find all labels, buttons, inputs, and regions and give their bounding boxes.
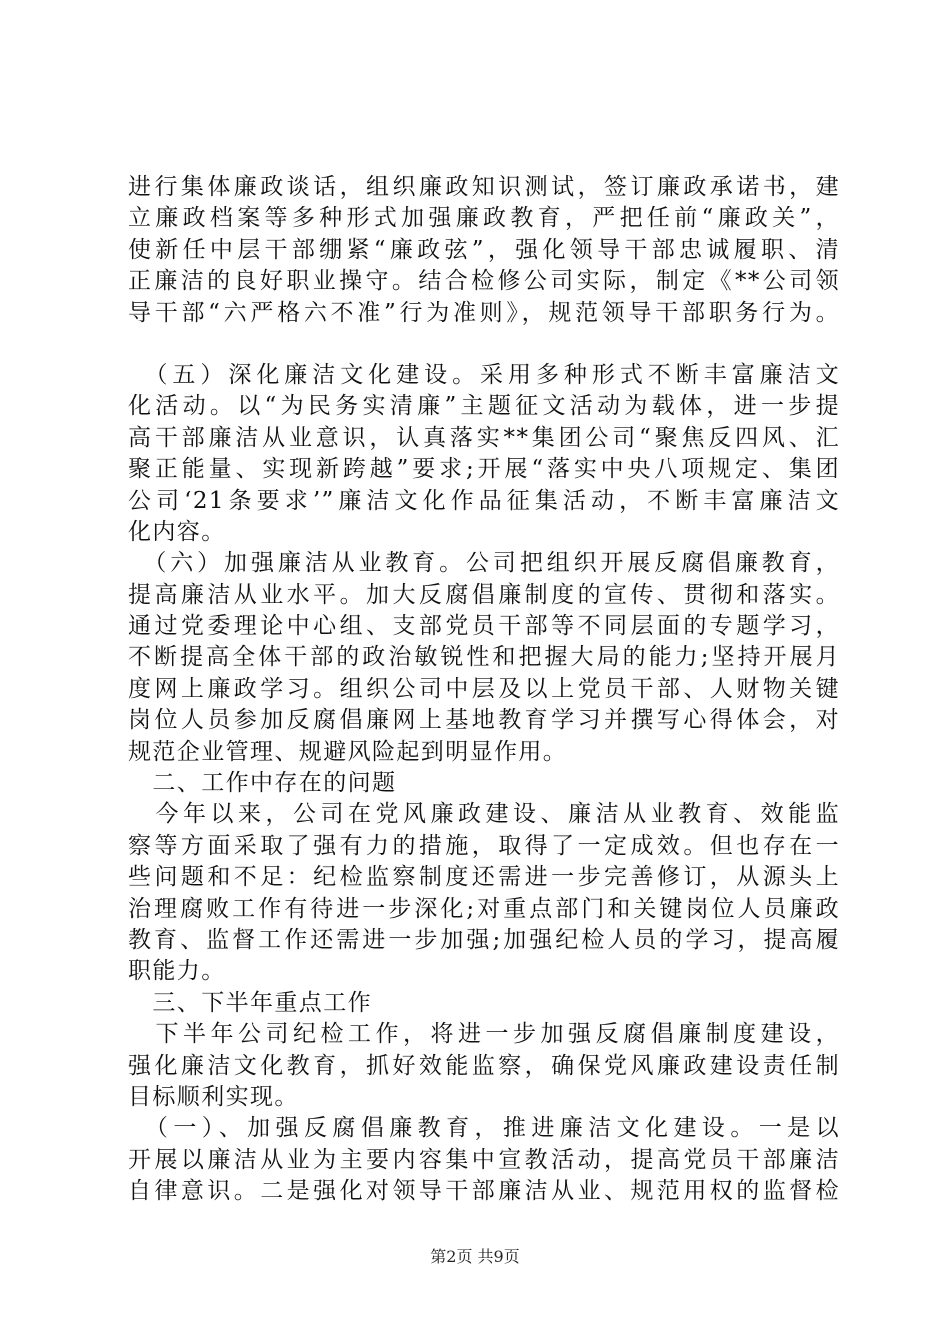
text-line: 进行集体廉政谈话，组织廉政知识测试，签订廉政承诺书，建 bbox=[128, 174, 840, 200]
text-line: 不断提高全体干部的政治敏锐性和把握大局的能力;坚持开展月 bbox=[128, 644, 840, 671]
paragraph-5 bbox=[128, 1019, 840, 1113]
text-line: 治理腐败工作有待进一步深化;对重点部门和关键岗位人员廉政 bbox=[128, 895, 840, 922]
section-heading-key-work bbox=[128, 988, 840, 1019]
text-line: 通过党委理论中心组、支部党员干部等不同层面的专题学习， bbox=[128, 613, 840, 640]
page-number-footer: 第2页 共9页 bbox=[430, 1247, 520, 1266]
text-line: 察等方面采取了强有力的措施，取得了一定成效。但也存在一 bbox=[128, 832, 840, 859]
text-line: 些问题和不足：纪检监察制度还需进一步完善修订，从源头上 bbox=[128, 864, 840, 891]
paragraph-6 bbox=[128, 1113, 840, 1207]
text-line: 聚正能量、实现新跨越”要求;开展“落实中央八项规定、集团 bbox=[128, 456, 840, 483]
section-heading-problems bbox=[128, 768, 840, 799]
text-line: 公司‘21条要求’”廉洁文化作品征集活动，不断丰富廉洁文 bbox=[128, 487, 840, 514]
text-line: （六）加强廉洁从业教育。公司把组织开展反腐倡廉教育， bbox=[128, 550, 840, 577]
heading-line: 三、下半年重点工作 bbox=[128, 989, 372, 1016]
text-line: （五）深化廉洁文化建设。采用多种形式不断丰富廉洁文 bbox=[128, 361, 840, 388]
paragraph-1 bbox=[128, 172, 840, 329]
text-line: 岗位人员参加反腐倡廉网上基地教育学习并撰写心得体会，对 bbox=[128, 707, 840, 734]
heading-line: 二、工作中存在的问题 bbox=[128, 770, 397, 797]
paragraph-4 bbox=[128, 799, 840, 987]
text-line: 职能力。 bbox=[128, 958, 226, 985]
text-line: 下半年公司纪检工作，将进一步加强反腐倡廉制度建设， bbox=[128, 1021, 840, 1048]
document-body bbox=[128, 172, 840, 1208]
paragraph-3 bbox=[128, 548, 840, 768]
text-line: 化内容。 bbox=[128, 518, 226, 545]
paragraph-gap bbox=[128, 329, 840, 360]
text-line: 今年以来，公司在党风廉政建设、廉洁从业教育、效能监 bbox=[128, 801, 840, 828]
text-line: 正廉洁的良好职业操守。结合检修公司实际，制定《**公司领 bbox=[128, 268, 840, 295]
text-line: 化活动。以“为民务实清廉”主题征文活动为载体，进一步提 bbox=[128, 393, 840, 420]
text-line: 提高廉洁从业水平。加大反腐倡廉制度的宣传、贯彻和落实。 bbox=[128, 581, 840, 608]
text-line: 目标顺利实现。 bbox=[128, 1083, 299, 1110]
text-line: 使新任中层干部绷紧“廉政弦”，强化领导干部忠诚履职、清 bbox=[128, 236, 840, 263]
text-line: （一）、加强反腐倡廉教育，推进廉洁文化建设。一是以 bbox=[128, 1115, 840, 1142]
text-line: 规范企业管理、规避风险起到明显作用。 bbox=[128, 738, 568, 765]
text-line: 强化廉洁文化教育，抓好效能监察，确保党风廉政建设责任制 bbox=[128, 1052, 840, 1079]
text-line: 自律意识。二是强化对领导干部廉洁从业、规范用权的监督检 bbox=[128, 1178, 840, 1205]
paragraph-2 bbox=[128, 360, 840, 548]
text-line: 高干部廉洁从业意识，认真落实**集团公司“聚焦反四风、汇 bbox=[128, 424, 840, 451]
text-line: 教育、监督工作还需进一步加强;加强纪检人员的学习，提高履 bbox=[128, 926, 840, 953]
text-line: 导干部“六严格六不准”行为准则》，规范领导干部职务行为。 bbox=[128, 299, 840, 326]
text-line: 开展以廉洁从业为主要内容集中宣教活动，提高党员干部廉洁 bbox=[128, 1146, 840, 1173]
text-line: 度网上廉政学习。组织公司中层及以上党员干部、人财物关键 bbox=[128, 675, 840, 702]
text-line: 立廉政档案等多种形式加强廉政教育，严把任前“廉政关”， bbox=[128, 205, 840, 232]
